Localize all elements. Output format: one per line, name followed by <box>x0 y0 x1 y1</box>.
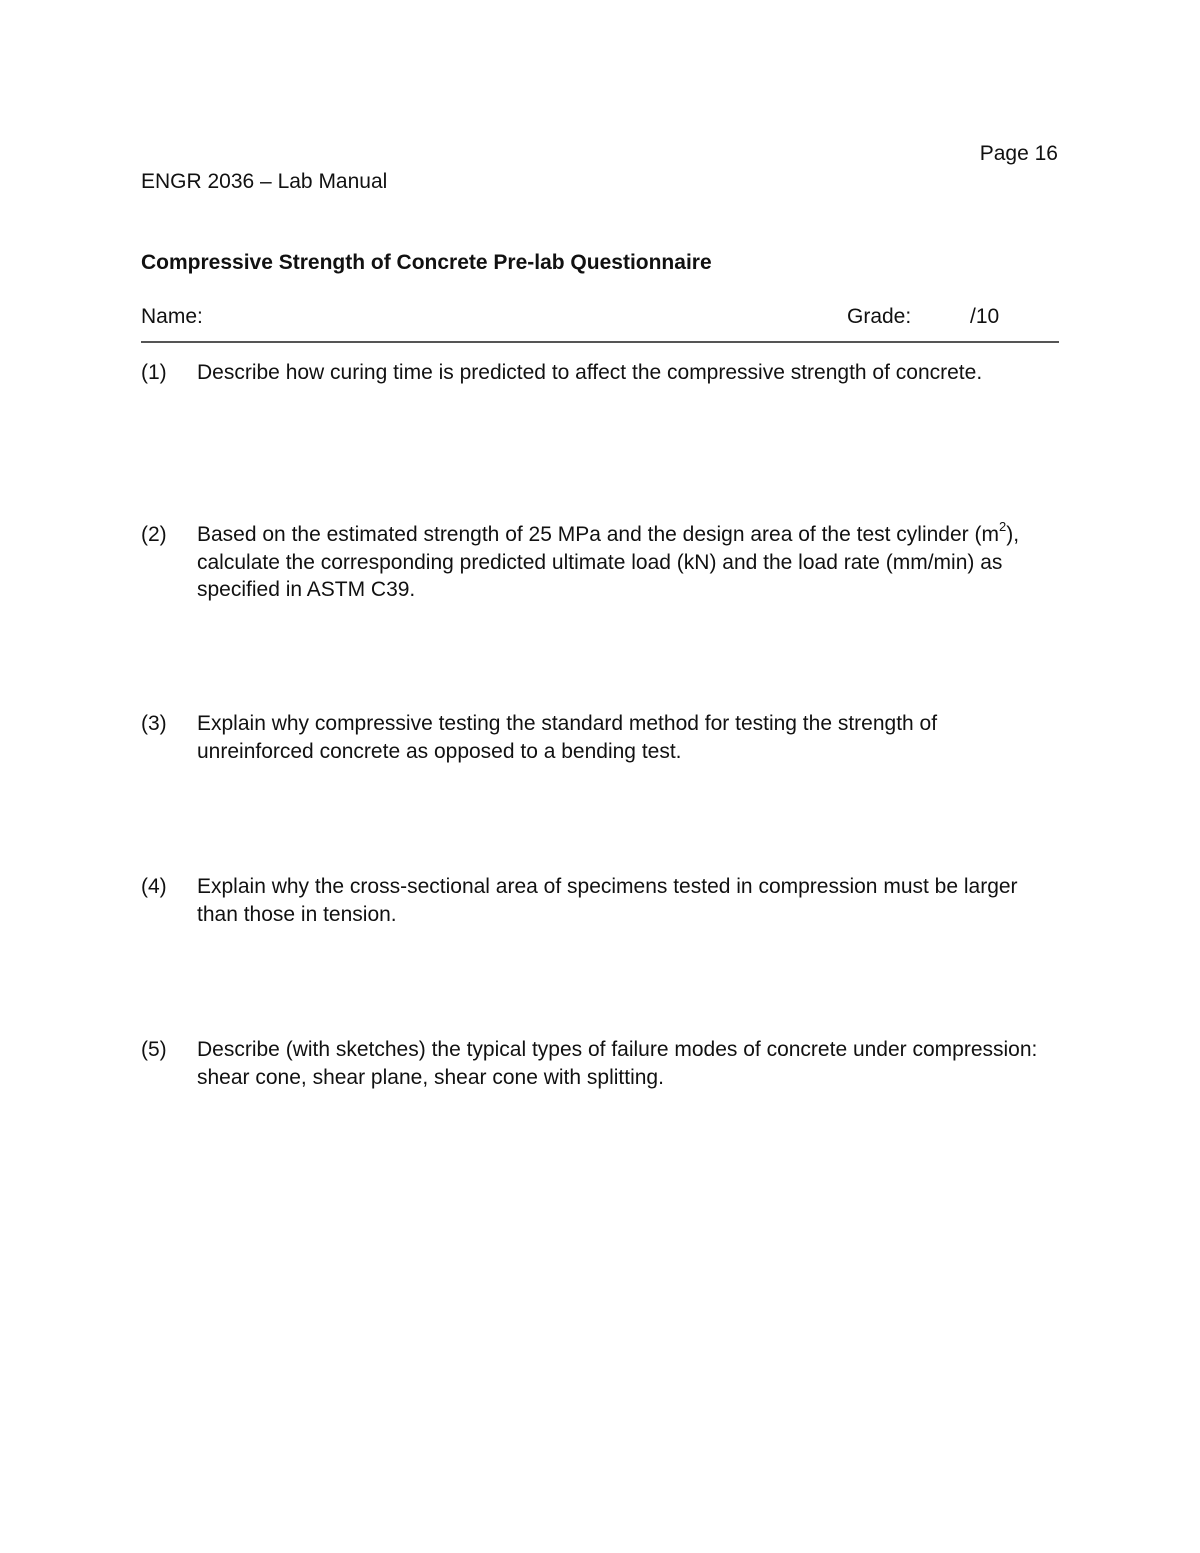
superscript: 2 <box>998 519 1007 534</box>
question-text: Describe (with sketches) the typical types of failure modes of concrete under compression: shear cone, shear plane, shear cone with splitting. <box>197 1038 1038 1089</box>
name-label: Name: <box>141 305 203 328</box>
question-number: (3) <box>141 712 167 735</box>
question-text-part-1: Based on the estimated strength of 25 MPa and the design area of the test cylinder (m <box>197 523 999 546</box>
page-title: Compressive Strength of Concrete Pre-lab Questionnaire <box>141 251 712 274</box>
running-head: ENGR 2036 – Lab Manual <box>141 170 388 193</box>
question-text: Explain why compressive testing the standard method for testing the strength of unreinforced concrete as opposed to a bending test. <box>197 712 938 763</box>
grade-max: /10 <box>970 305 1000 328</box>
question-text <box>197 521 1059 604</box>
question-number: (5) <box>141 1038 167 1061</box>
question-number: (1) <box>141 361 167 384</box>
question-text: Explain why the cross-sectional area of specimens tested in compression must be larger than those in tension. <box>197 875 1018 926</box>
question-number: (2) <box>141 523 167 546</box>
question-number: (4) <box>141 875 167 898</box>
page-number: Page 16 <box>979 142 1058 165</box>
question-text: Describe how curing time is predicted to affect the compressive strength of concrete. <box>197 361 983 384</box>
question-text-part-2: ), calculate the corresponding predicted ultimate load (kN) and the load rate (mm/min) as specified in ASTM C39. <box>197 523 1020 601</box>
grade-label: Grade: <box>847 305 912 328</box>
name-grade-row <box>141 304 1059 343</box>
